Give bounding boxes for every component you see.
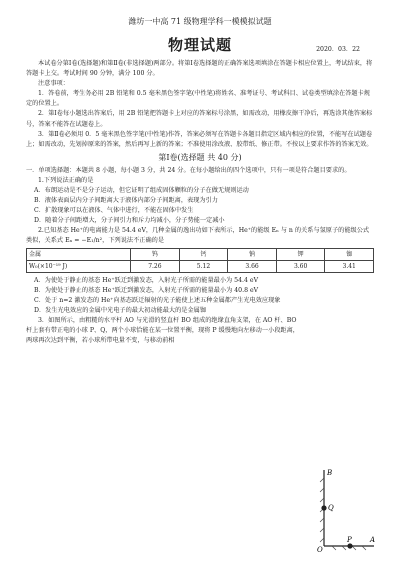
q2-option-d: D．发生光电效应的金属中光电子的最大初动能最大的是金属铷 — [34, 307, 207, 315]
table-cell: 金属 — [27, 249, 131, 261]
notes-title: 注意事项： — [38, 80, 69, 88]
table-cell: 3.66 — [228, 261, 277, 273]
q3-diagram — [314, 466, 378, 552]
q3-stem: 3．如图所示，由粗糙的水平杆 AO 与光滑的竖直杆 BO 组成的绝缘直角支架，在 AO 杆、BO 杆上套有带正电的小球 P、Q，两个小球恰能在某一位置平衡，现将 P 缓慢地向左移动一小段距离，两球再次达到平衡，若小球所带电量不变，与移动前相 — [26, 317, 299, 345]
table-cell: 钠 — [228, 249, 277, 261]
part1-instructions: 一．单项选择题：本题共 8 小题，每小题 3 分，共 24 分。在每小题给出的四个选项中，只有一项是符合题目要求的。 — [26, 166, 351, 174]
table-cell: 钨 — [131, 249, 180, 261]
q1-option-b: B．液体表面层内分子间距离大于液体内部分子间距离，表现为引力 — [34, 196, 218, 204]
q2-option-a: A．为使处于静止的基态 He⁺跃迁到激发态，入射光子所需的能量最小为 54.4 eV — [34, 277, 259, 284]
title-text: 物理试题 — [167, 35, 232, 54]
q2-stem: 2.已知基态 He⁺的电离能力是 54.4 eV，几种金属的逸出功如下表所示，He⁺的能级 Eₙ 与 n 的关系与氢原子的能级公式类似，关系式 Eₙ = −E₁/n²，下列说法不正确的是 — [26, 226, 370, 244]
work-function-table — [26, 248, 374, 273]
q1-option-a: A．布朗运动是不是分子运动，但它证明了组成固体颗粒的分子在做无规则运动 — [34, 186, 249, 194]
table-cell: 钙 — [179, 249, 228, 261]
page-title — [26, 33, 374, 57]
exam-date: 2020．03．22 — [316, 46, 360, 54]
label-o: O — [317, 546, 323, 552]
table-cell: 3.60 — [276, 261, 325, 273]
label-q: Q — [328, 504, 334, 512]
q1-option-d: D．随着分子间距增大，分子间引力和斥力均减小，分子势能一定减小 — [34, 216, 225, 224]
table-header-row — [27, 249, 374, 261]
table-cell: 3.41 — [325, 261, 374, 273]
note-2: 2．第Ⅰ卷每小题选出答案后，用 2B 铅笔把答题卡上对应的答案标号涂黑，如需改动，用橡皮擦干净后，再选涂其他答案标号，答案不能答在试题卷上。 — [26, 110, 373, 128]
table-cell: 钾 — [276, 249, 325, 261]
ball-p — [347, 543, 352, 548]
q1-stem: 1.下列说法正确的是 — [38, 176, 94, 184]
rod-hatching — [320, 478, 366, 550]
table-cell: 5.12 — [179, 261, 228, 273]
section-title: 第Ⅰ卷(选择题 共 40 分) — [158, 152, 242, 162]
ball-q — [321, 505, 326, 510]
table-cell: W₀(×10⁻¹⁹ J) — [27, 261, 131, 273]
table-cell: 铷 — [325, 249, 374, 261]
school-line: 潍坊一中高 71 级物理学科一模模拟试题 — [128, 17, 272, 26]
label-p: P — [347, 536, 352, 544]
note-3: 3．第Ⅱ卷必须用 0．5 毫米黑色签字笔(中性笔)作答，答案必须写在答题卡各题目指定区域内相应的位置，不能写在试题卷上；如需改动，先划掉原来的答案，然后再写上新的答案；不准使用涂改液、胶带纸、修正带。不按以上要求作答的答案无效。 — [26, 130, 373, 148]
table-cell: 7.26 — [131, 261, 180, 273]
q2-option-c: C．处于 n=2 激发态的 He⁺向基态跃迁辐射的光子能使上述五种金属都产生光电效应现象 — [34, 297, 281, 305]
q1-option-c: C．扩散现象可以在液体、气体中进行，不能在固体中发生 — [34, 206, 194, 214]
label-b: B — [327, 469, 333, 477]
intro-paragraph: 本试卷分第Ⅰ卷(选择题)和第Ⅱ卷(非选择题)两部分。将第Ⅰ卷选择题的正确答案选项填涂在答题卡相应位置上，考试结束，将答题卡上交。考试时间 90 分钟，满分 100 分。 — [26, 60, 373, 78]
label-a: A — [370, 536, 376, 544]
q2-option-b: B．为使处于静止的基态 He⁺跃迁到激发态，入射光子所需的能量最小为 40.8 eV — [34, 287, 259, 295]
note-1: 1．答卷前，考生务必用 2B 铅笔和 0.5 毫米黑色签字笔(中性笔)将姓名、准考证号、考试科目、试卷类型填涂在答题卡规定的位置上。 — [26, 90, 370, 108]
table-row — [27, 261, 374, 273]
